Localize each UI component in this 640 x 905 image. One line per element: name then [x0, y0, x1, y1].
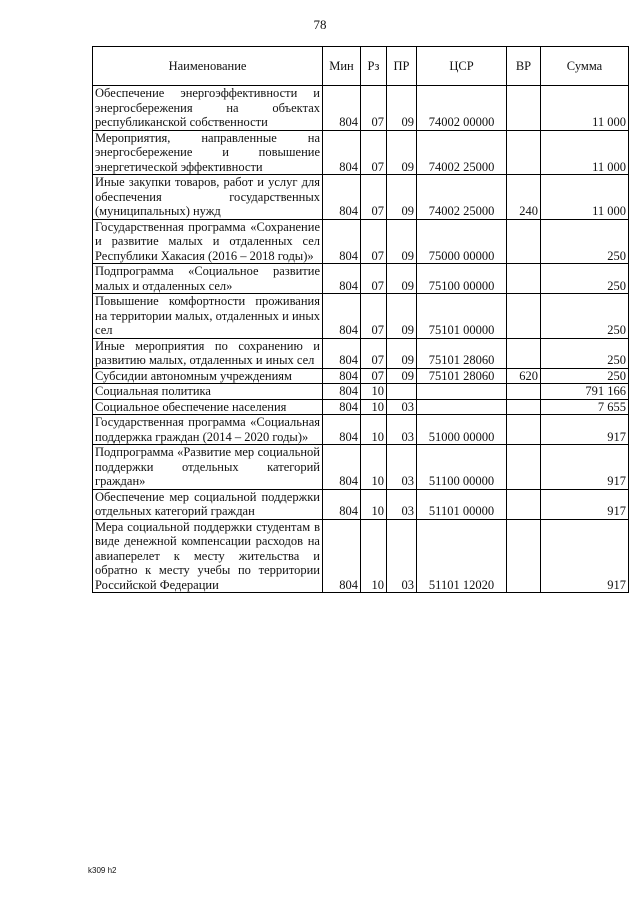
row-name: Социальная политика [93, 384, 323, 400]
row-pr: 09 [387, 368, 417, 384]
table-row [93, 130, 629, 175]
row-rz: 10 [361, 519, 387, 593]
row-sum: 917 [541, 415, 629, 445]
table-row [93, 415, 629, 445]
row-min: 804 [323, 519, 361, 593]
row-rz: 07 [361, 294, 387, 339]
row-vr [507, 219, 541, 264]
row-name: Государственная программа «Социальная поддержка граждан (2014 – 2020 годы)» [93, 415, 323, 445]
row-vr: 620 [507, 368, 541, 384]
row-pr: 03 [387, 415, 417, 445]
row-rz: 07 [361, 338, 387, 368]
row-pr: 09 [387, 219, 417, 264]
row-sum: 250 [541, 338, 629, 368]
table-row [93, 445, 629, 490]
row-sum: 250 [541, 368, 629, 384]
row-name: Подпрограмма «Развитие мер социальной поддержки отдельных категорий граждан» [93, 445, 323, 490]
header-sum: Сумма [541, 47, 629, 86]
row-csr: 51000 00000 [417, 415, 507, 445]
row-sum: 791 166 [541, 384, 629, 400]
table-row [93, 86, 629, 131]
row-csr: 51101 00000 [417, 489, 507, 519]
row-pr [387, 384, 417, 400]
page-number: 78 [313, 17, 327, 32]
row-pr: 03 [387, 445, 417, 490]
table-row [93, 264, 629, 294]
row-min: 804 [323, 294, 361, 339]
header-pr: ПР [387, 47, 417, 86]
row-sum: 11 000 [541, 86, 629, 131]
row-csr [417, 399, 507, 415]
table-row [93, 294, 629, 339]
row-min: 804 [323, 489, 361, 519]
table-row [93, 175, 629, 220]
table-row [93, 489, 629, 519]
row-vr [507, 294, 541, 339]
row-rz: 10 [361, 384, 387, 400]
row-sum: 250 [541, 264, 629, 294]
row-csr: 74002 00000 [417, 86, 507, 131]
row-rz: 10 [361, 445, 387, 490]
table-row [93, 519, 629, 593]
header-row [93, 47, 629, 86]
row-rz: 07 [361, 219, 387, 264]
row-rz: 07 [361, 368, 387, 384]
row-sum: 917 [541, 519, 629, 593]
row-min: 804 [323, 384, 361, 400]
row-rz: 10 [361, 399, 387, 415]
budget-table [92, 46, 629, 593]
row-rz: 07 [361, 130, 387, 175]
row-vr [507, 86, 541, 131]
row-min: 804 [323, 219, 361, 264]
row-pr: 09 [387, 264, 417, 294]
row-name: Иные закупки товаров, работ и услуг для обеспечения государственных (муниципальных) нужд [93, 175, 323, 220]
row-name: Социальное обеспечение населения [93, 399, 323, 415]
row-name: Государственная программа «Сохранение и развитие малых и отдаленных сел Республики Хакасия (2016 – 2018 годы)» [93, 219, 323, 264]
row-sum: 917 [541, 489, 629, 519]
table-row [93, 384, 629, 400]
row-csr: 75101 28060 [417, 338, 507, 368]
row-csr: 51100 00000 [417, 445, 507, 490]
row-csr: 51101 12020 [417, 519, 507, 593]
header-csr: ЦСР [417, 47, 507, 86]
row-pr: 09 [387, 338, 417, 368]
row-csr: 74002 25000 [417, 175, 507, 220]
header-name: Наименование [93, 47, 323, 86]
row-name: Мероприятия, направленные на энергосбережение и повышение энергетической эффективности [93, 130, 323, 175]
row-vr [507, 399, 541, 415]
row-vr [507, 519, 541, 593]
table-row [93, 368, 629, 384]
row-rz: 07 [361, 86, 387, 131]
header-vr: ВР [507, 47, 541, 86]
row-rz: 10 [361, 489, 387, 519]
row-rz: 07 [361, 264, 387, 294]
row-min: 804 [323, 368, 361, 384]
row-min: 804 [323, 415, 361, 445]
row-sum: 11 000 [541, 175, 629, 220]
row-csr: 75100 00000 [417, 264, 507, 294]
row-vr [507, 384, 541, 400]
table-row [93, 338, 629, 368]
row-vr [507, 445, 541, 490]
row-pr: 03 [387, 399, 417, 415]
row-csr: 75101 00000 [417, 294, 507, 339]
row-sum: 11 000 [541, 130, 629, 175]
row-csr: 74002 25000 [417, 130, 507, 175]
row-min: 804 [323, 338, 361, 368]
row-min: 804 [323, 86, 361, 131]
row-pr: 09 [387, 130, 417, 175]
row-csr: 75000 00000 [417, 219, 507, 264]
row-name: Подпрограмма «Социальное развитие малых и отдаленных сел» [93, 264, 323, 294]
row-vr [507, 264, 541, 294]
table-row [93, 219, 629, 264]
row-vr [507, 489, 541, 519]
row-min: 804 [323, 445, 361, 490]
row-pr: 09 [387, 86, 417, 131]
row-vr: 240 [507, 175, 541, 220]
row-pr: 09 [387, 294, 417, 339]
row-pr: 03 [387, 489, 417, 519]
row-min: 804 [323, 399, 361, 415]
row-pr: 09 [387, 175, 417, 220]
row-name: Иные мероприятия по сохранению и развитию малых, отдаленных и иных сел [93, 338, 323, 368]
row-vr [507, 338, 541, 368]
row-min: 804 [323, 175, 361, 220]
row-name: Обеспечение энергоэффективности и энергосбережения на объектах республиканской собственности [93, 86, 323, 131]
row-csr [417, 384, 507, 400]
row-sum: 250 [541, 219, 629, 264]
row-csr: 75101 28060 [417, 368, 507, 384]
row-vr [507, 415, 541, 445]
header-min: Мин [323, 47, 361, 86]
row-rz: 10 [361, 415, 387, 445]
row-min: 804 [323, 264, 361, 294]
row-rz: 07 [361, 175, 387, 220]
row-name: Мера социальной поддержки студентам в виде денежной компенсации расходов на авиаперелет к месту жительства и обратно к месту учебы по территории Российской Федерации [93, 519, 323, 593]
row-name: Субсидии автономным учреждениям [93, 368, 323, 384]
row-name: Повышение комфортности проживания на территории малых, отдаленных и иных сел [93, 294, 323, 339]
row-name: Обеспечение мер социальной поддержки отдельных категорий граждан [93, 489, 323, 519]
row-sum: 250 [541, 294, 629, 339]
row-pr: 03 [387, 519, 417, 593]
row-sum: 7 655 [541, 399, 629, 415]
row-vr [507, 130, 541, 175]
row-min: 804 [323, 130, 361, 175]
table-row [93, 399, 629, 415]
footer-code: k309 h2 [88, 866, 117, 875]
header-rz: Рз [361, 47, 387, 86]
row-sum: 917 [541, 445, 629, 490]
